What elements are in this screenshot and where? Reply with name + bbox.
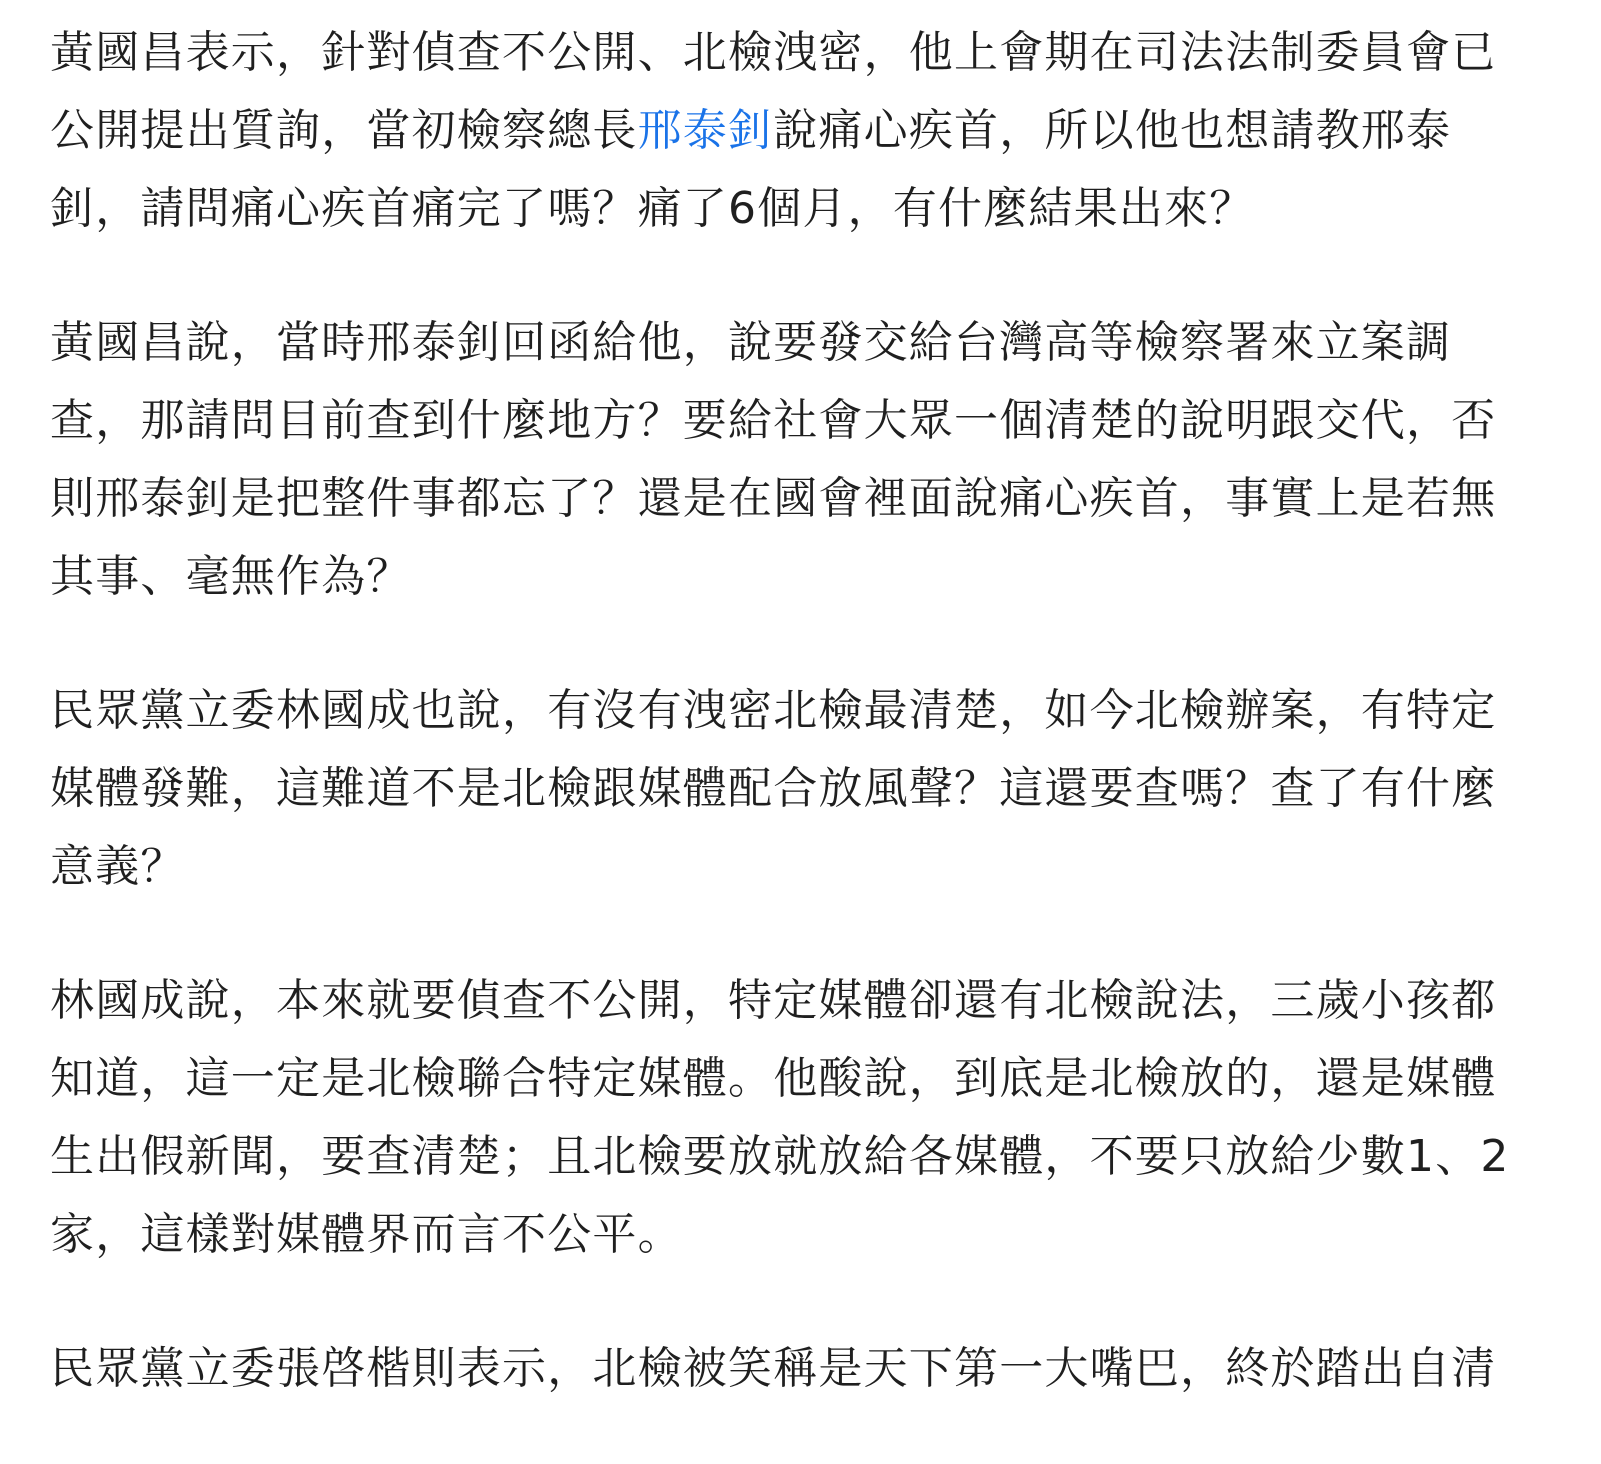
article-body — [50, 14, 1520, 1464]
paragraph-1 — [50, 14, 1520, 248]
person-link[interactable]: 邢泰釗 — [637, 105, 774, 156]
paragraph-1-text-before-link: 黃國昌表示，針對偵查不公開、北檢洩密，他上會期在司法法制委員會已公開提出質詢，當初檢察總長 — [50, 27, 1497, 156]
paragraph-1-text-after-link: 說痛心疾首，所以他也想請教邢泰釗，請問痛心疾首痛完了嗎？痛了6個月，有什麼結果出來？ — [50, 105, 1452, 234]
paragraph-4: 林國成說，本來就要偵查不公開，特定媒體卻還有北檢說法，三歲小孩都知道，這一定是北檢聯合特定媒體。他酸說，到底是北檢放的，還是媒體生出假新聞，要查清楚；且北檢要放就放給各媒體，不要只放給少數1、2家，這樣對媒體界而言不公平。 — [50, 975, 1510, 1260]
paragraph-5: 民眾黨立委張啓楷則表示，北檢被笑稱是天下第一大嘴巴，終於踏出自清 — [50, 1343, 1497, 1394]
paragraph-2: 黃國昌說，當時邢泰釗回函給他，說要發交給台灣高等檢察署來立案調查，那請問目前查到什麼地方？要給社會大眾一個清楚的說明跟交代，否則邢泰釗是把整件事都忘了？還是在國會裡面說痛心疾首，事實上是若無其事、毫無作為？ — [50, 317, 1497, 602]
paragraph-3: 民眾黨立委林國成也說，有沒有洩密北檢最清楚，如今北檢辦案，有特定媒體發難，這難道不是北檢跟媒體配合放風聲？這還要查嗎？查了有什麼意義？ — [50, 685, 1497, 892]
